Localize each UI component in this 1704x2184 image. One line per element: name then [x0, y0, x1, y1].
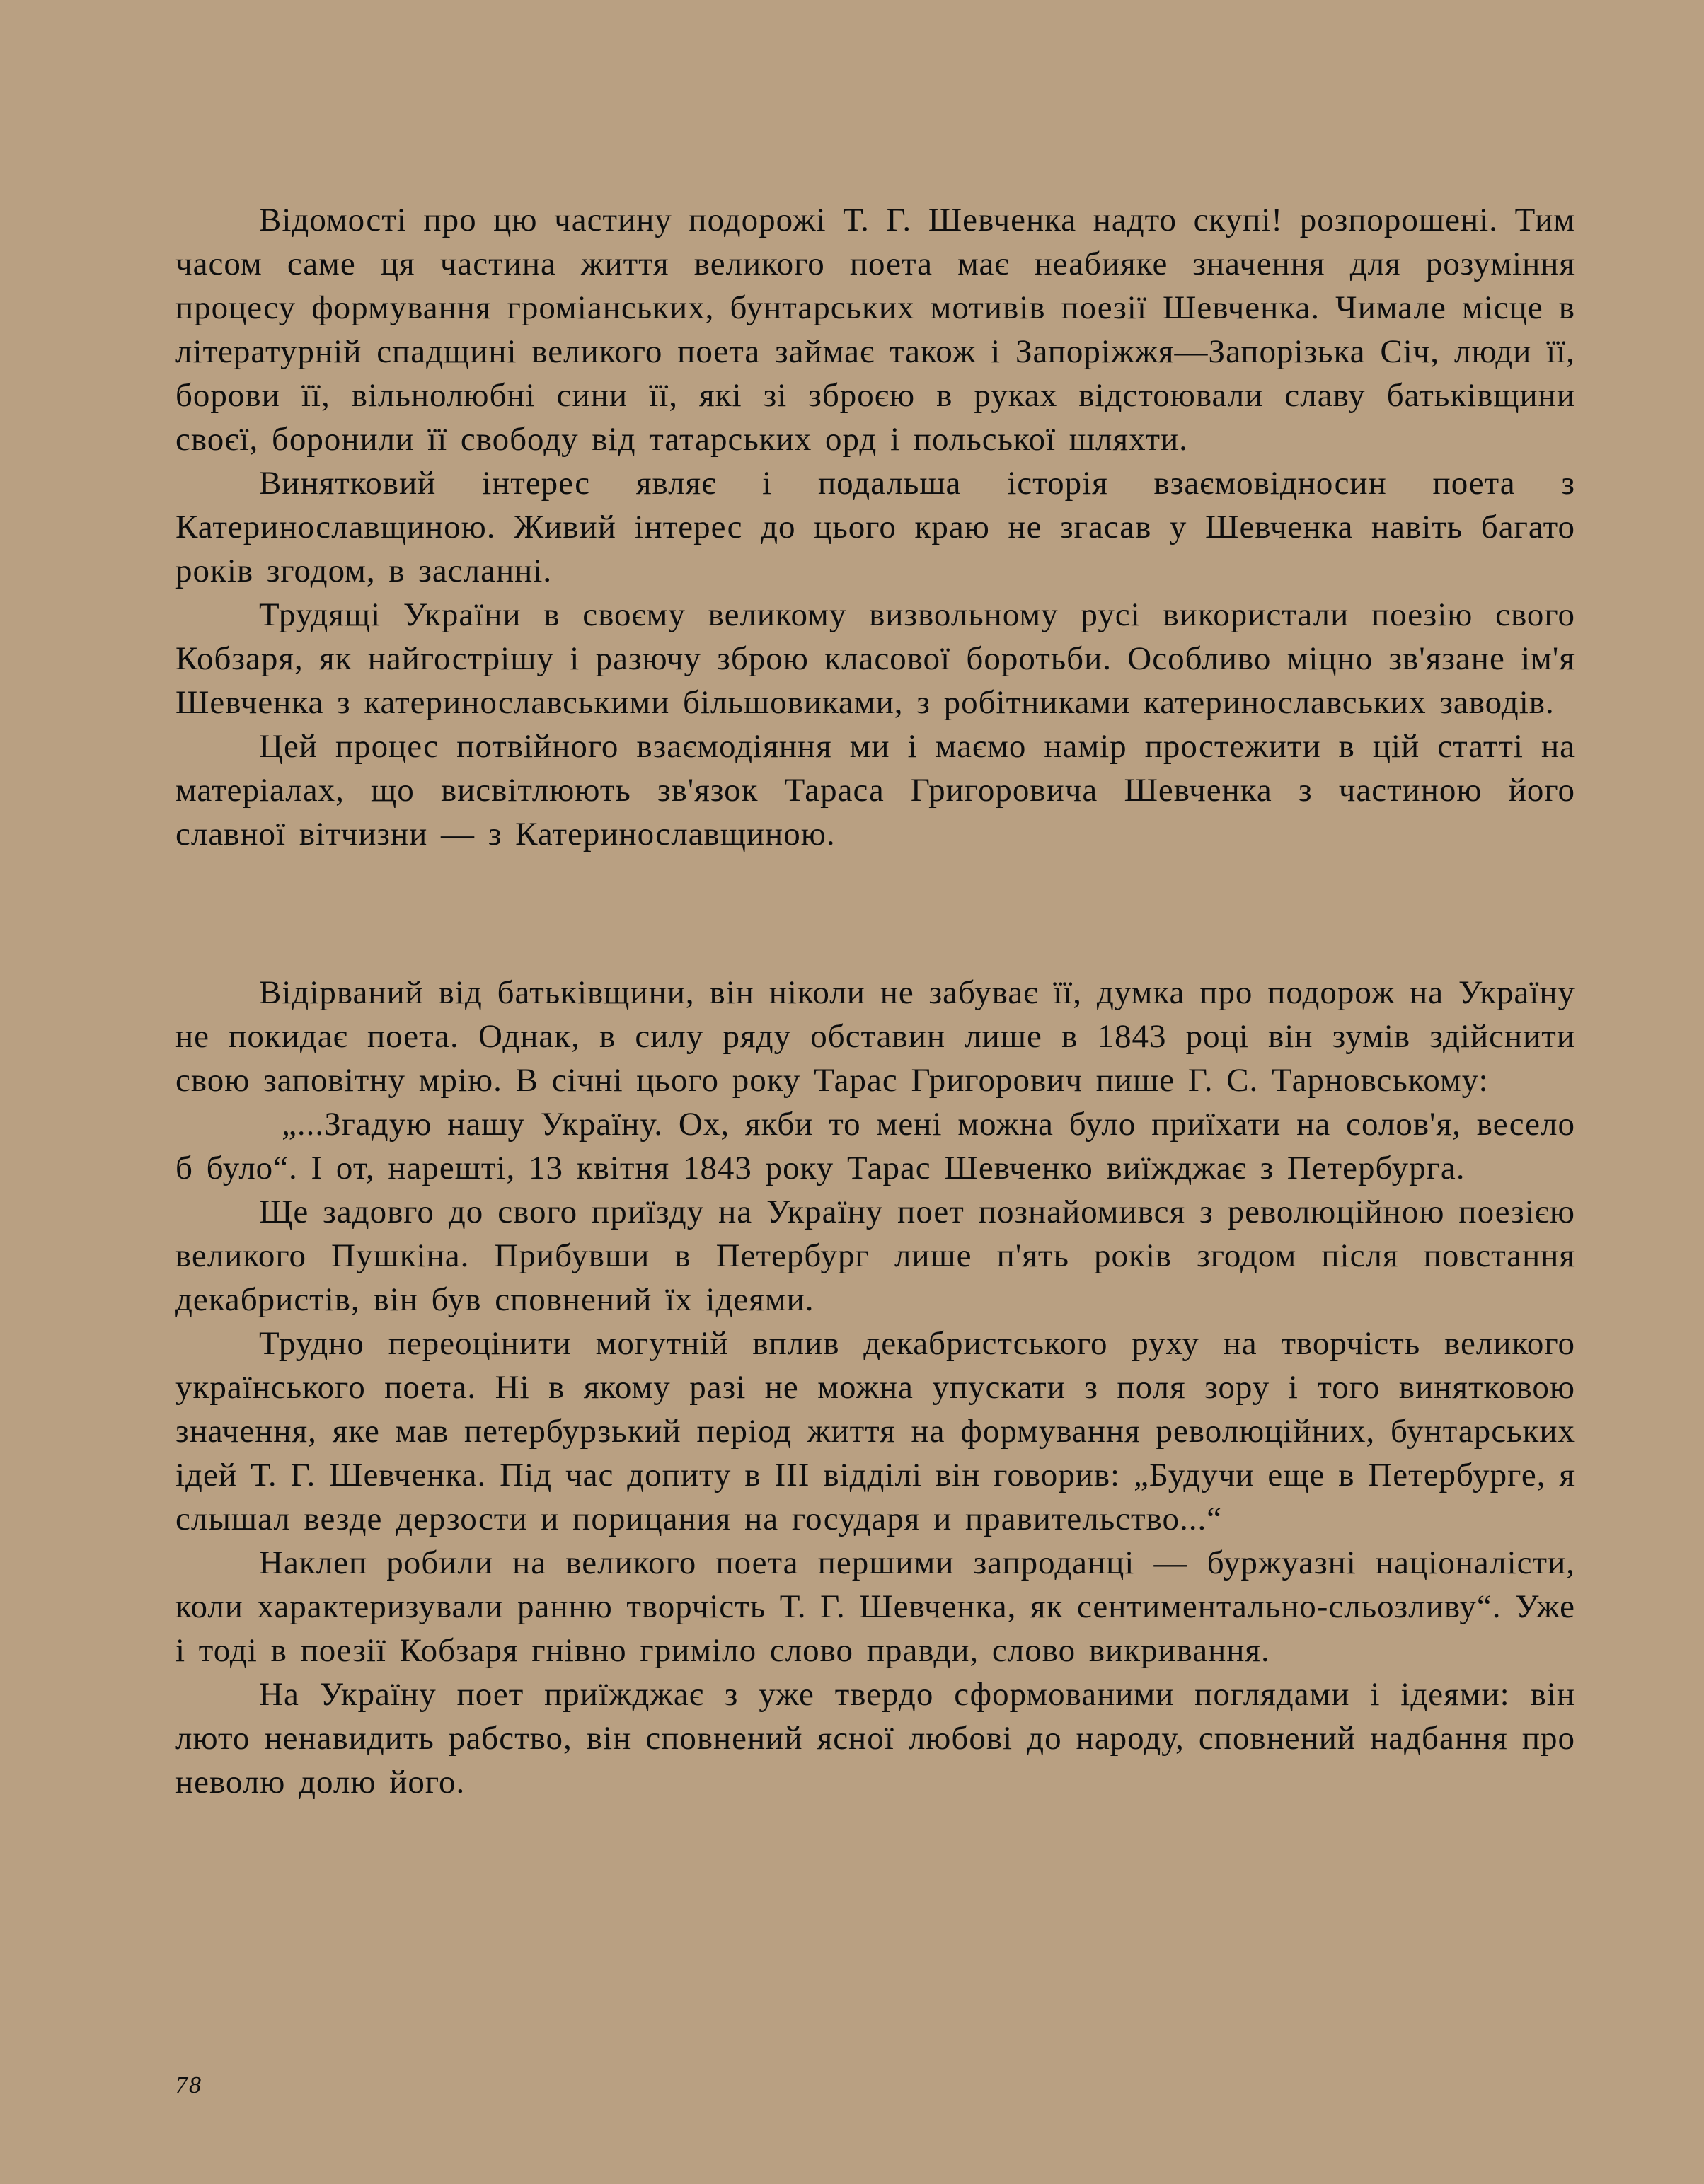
paragraph: Винятковий інтерес являє і подальша історія взаємовідносин поета з Катеринославщиною. Живий інтерес до цього краю не згасав у Шевченка навіть багато років згодом, в засланні.	[175, 465, 1575, 589]
paragraph: Наклеп робили на великого поета першими запроданці — буржуазні націоналісти, коли характеризували ранню творчість Т. Г. Шевченка, як сентиментально-сльозливу“. Уже і тоді в поезії Кобзаря гнівно гриміло слово правди, слово викривання.	[175, 1544, 1575, 1669]
paragraph: Ще задовго до свого приїзду на Україну поет познайомився з революційною поезією великого Пушкіна. Прибувши в Петербург лише п'ять років згодом після повстання декабристів, він був сповнений їх ідеями.	[175, 1194, 1575, 1318]
paragraph: Відомості про цю частину подорожі Т. Г. Шевченка надто скупі! розпорошені. Тим часом саме ця частина життя великого поета має неабияке значення для розуміння процесу формування громіанських, бунтарських мотивів поезії Шевченка. Чимале місце в літературній спадщині великого поета займає також і Запоріжжя—Запорізька Січ, люди її, борови її, вільнолюбні сини її, які зі зброєю в руках відстоювали славу батьківщини своєї, боронили її свободу від татарських орд і польської шляхти.	[175, 202, 1575, 458]
paragraph: На Україну поет приїжджає з уже твердо сформованими поглядами і ідеями: він люто ненавидить рабство, він сповнений ясної любові до народу, сповнений надбання про неволю долю його.	[175, 1676, 1575, 1801]
text-section-intro	[175, 198, 1575, 856]
page-number: 78	[175, 2072, 202, 2098]
paragraph: Трудящі України в своєму великому визвольному русі використали поезію свого Кобзаря, як найгострішу і разючу зброю класової боротьби. Особливо міцно зв'язане ім'я Шевченка з катеринославськими більшовиками, з робітниками катеринославських заводів.	[175, 596, 1575, 721]
paragraph: Трудно переоцінити могутній вплив декабристського руху на творчість великого українського поета. Ні в якому разі не можна упускати з поля зору і того винятковою значення, яке мав петербурзький період життя на формування революційних, бунтарських ідей Т. Г. Шевченка. Під час допиту в III відділі він говорив: „Будучи еще в Петербурге, я слышал везде дерзости и порицания на государя и правительство...“	[175, 1325, 1575, 1537]
paragraph: Цей процес потвійного взаємодіяння ми і маємо намір простежити в цій статті на матеріалах, що висвітлюють зв'язок Тараса Григоровича Шевченка з частиною його славної вітчизни — з Катеринославщиною.	[175, 728, 1575, 853]
paragraph: Відірваний від батьківщини, він ніколи не забуває її, думка про подорож на Україну не покидає поета. Однак, в силу ряду обставин лише в 1843 році він зумів здійснити свою заповітну мрію. В січні цього року Тарас Григорович пише Г. С. Тарновському:	[175, 974, 1575, 1099]
text-section-main	[175, 971, 1575, 1804]
quote-paragraph: „...Згадую нашу Україну. Ох, якби то мені можна було приїхати на солов'я, весело б було“. І от, нарешті, 13 квітня 1843 року Тарас Шевченко виїжджає з Петербурга.	[175, 1106, 1575, 1186]
